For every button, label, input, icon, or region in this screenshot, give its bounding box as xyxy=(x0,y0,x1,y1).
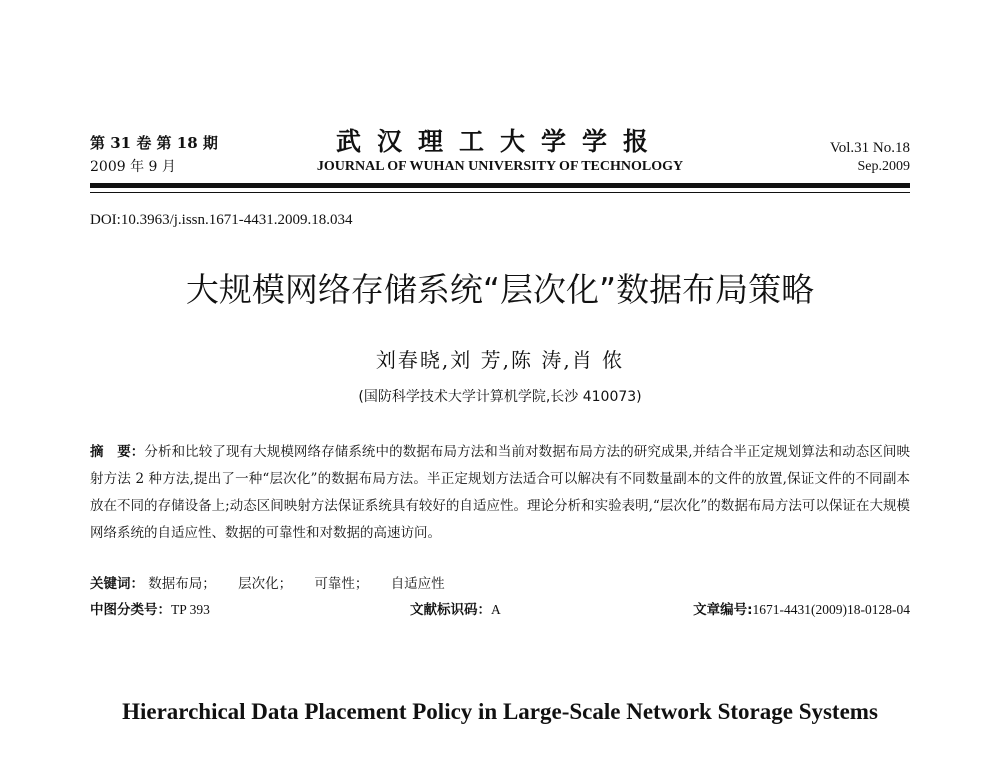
keyword-item: 数据布局； xyxy=(148,576,216,592)
doc-code-label: 文献标识码： xyxy=(410,602,491,618)
keyword-item: 自适应性 xyxy=(390,576,445,592)
date-cn: 2009 年 9 月 xyxy=(90,159,176,175)
abstract-label: 摘 要： xyxy=(90,444,145,460)
volume-issue-en: Vol.31 No.18 xyxy=(829,140,910,156)
doi: DOI:10.3963/j.issn.1671-4431.2009.18.034 xyxy=(90,212,353,228)
keywords-label: 关键词： xyxy=(90,576,144,592)
journal-title-cn: 武汉理工大学学报 xyxy=(335,127,664,156)
document-code xyxy=(410,600,501,620)
keyword-item: 层次化； xyxy=(238,576,293,592)
authors: 刘春晓,刘 芳,陈 涛,肖 侬 xyxy=(375,348,625,372)
doc-code-value: A xyxy=(491,602,501,617)
abstract xyxy=(90,439,910,547)
journal-title-en: JOURNAL OF WUHAN UNIVERSITY OF TECHNOLOGY xyxy=(316,159,684,174)
keywords xyxy=(90,574,463,594)
volume-issue-cn: 第 31 卷 第 18 期 xyxy=(90,134,218,152)
affiliation: (国防科学技术大学计算机学院,长沙 410073) xyxy=(358,389,642,405)
keyword-item: 可靠性； xyxy=(314,576,369,592)
clc-value: TP 393 xyxy=(171,602,210,617)
clc-label: 中图分类号： xyxy=(90,602,171,618)
paper-title-en: Hierarchical Data Placement Policy in Large-Scale Network Storage Systems xyxy=(122,699,878,724)
header-rule-thick xyxy=(90,183,910,188)
paper-title-cn: 大规模网络存储系统“层次化”数据布局策略 xyxy=(185,270,815,309)
article-id-value: 1671-4431(2009)18-0128-04 xyxy=(752,602,910,617)
article-id-label: 文章编号: xyxy=(693,602,753,618)
clc-code xyxy=(90,600,210,620)
date-en: Sep.2009 xyxy=(857,159,910,174)
header-rule-thin xyxy=(90,192,910,193)
article-id xyxy=(693,600,910,620)
abstract-text: 分析和比较了现有大规模网络存储系统中的数据布局方法和当前对数据布局方法的研究成果,并结合半正定规划算法和动态区间映射方法 2 种方法,提出了一种“层次化”的数据布局方法。半正定规划方法适合可以解决有不同数量副本的文件的放置,保证文件的不同副本放在不同的存储设备上;动态区间映射方法保证系统具有较好的自适应性。理论分析和实验表明,“层次化”的数据布局方法可以保证在大规模网络系统的自适应性、数据的可靠性和对数据的高速访问。 xyxy=(90,444,911,541)
